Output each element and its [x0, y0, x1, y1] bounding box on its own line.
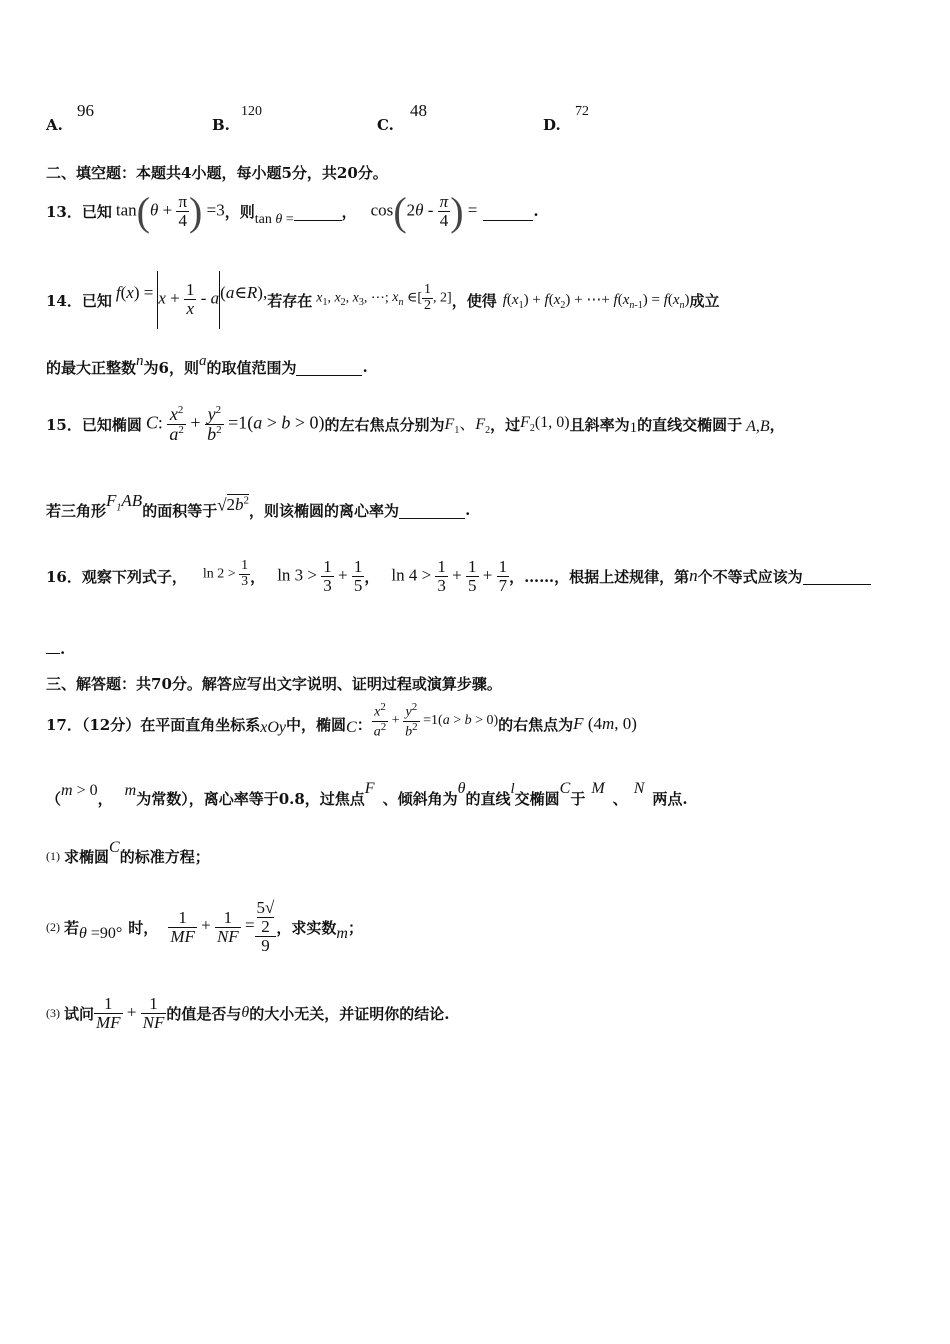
question-17	[46, 696, 637, 752]
q14-end: .	[362, 358, 368, 376]
part-3-text-2: 的值是否与	[166, 1004, 242, 1023]
q17-and: 、	[612, 789, 628, 808]
q13-cos-expr: cos(2θ - $\frac{\pi}{4}$ ) =	[370, 188, 478, 234]
q13-blank-2	[483, 219, 533, 221]
q14-n-variable: n	[136, 352, 144, 369]
q15-ecc-text: ，则该椭圆的离心率为	[249, 501, 400, 520]
q17-m-positive: m > 0	[61, 782, 98, 799]
q17-ellipse-text: 中，椭圆	[286, 715, 347, 734]
part-2-text-3: ，求实数	[276, 918, 337, 937]
q14-is-six: 为6，则	[143, 358, 199, 377]
q17-point-n: N	[633, 780, 645, 797]
part-2-theta-value: θ =90°	[79, 925, 123, 942]
part-2-number: (2)	[46, 919, 60, 934]
q17-colon: ：	[356, 715, 372, 734]
q14-holds: 成立	[689, 291, 720, 310]
section-3-heading: 三、解答题：共70分。解答应写出文字说明、证明过程或演算步骤。	[46, 675, 502, 693]
question-17-line-2	[46, 778, 688, 818]
q17-l-variable: l	[510, 780, 515, 797]
q16-sep-2: ，	[364, 567, 380, 586]
q16-blank-1	[803, 583, 871, 585]
q15-area-value: $√2b^2$	[217, 494, 250, 515]
section-2-heading: 二、填空题：本题共4小题，每小题5分，共20分。	[46, 164, 388, 182]
q13-tan-expr: tan(θ + $\frac{\pi}{4}$ ) =3	[115, 188, 225, 234]
q17-theta: θ	[457, 780, 466, 797]
q17-focus-point: F (4m, 0)	[573, 714, 637, 733]
q15-foci-text: 的左右焦点分别为	[324, 415, 445, 434]
part-2-text-2: 时，	[128, 918, 159, 937]
q16-sep-1: ，	[250, 567, 266, 586]
q14-a-variable: a	[198, 352, 207, 369]
q14-sum-equation: $f(x_1) + f(x_2)$ + ⋯+ $f(x_{n-1}) = f(x_n)$	[502, 291, 690, 311]
part-1	[46, 838, 210, 874]
part-1-c-variable: C	[109, 839, 120, 856]
q15-area-text: 的面积等于	[142, 501, 218, 520]
q16-end: .	[60, 640, 66, 658]
part-2-end: ；	[347, 918, 363, 937]
part-3-expression: $\frac{1}{MF}$ + $\frac{1}{NF}$	[96, 993, 165, 1032]
part-1-text-2: 的标准方程；	[119, 847, 210, 866]
q13-tan-theta: tan θ =	[254, 212, 294, 227]
part-2	[46, 898, 363, 956]
q13-end: .	[533, 202, 539, 220]
q15-triangle-text: 若三角形	[46, 501, 107, 520]
q14-max-integer: 的最大正整数	[46, 358, 137, 377]
option-d-label: D.	[543, 116, 561, 134]
q13-number: 13．已知	[46, 202, 112, 221]
q15-number: 15．已知椭圆	[46, 415, 142, 434]
question-14-line-2	[46, 352, 368, 382]
part-3-theta: θ	[241, 1004, 250, 1021]
question-15	[46, 394, 785, 454]
q16-ineq-2: ln 3 > $\frac{1}{3}$ + $\frac{1}{5}$	[277, 556, 363, 595]
q16-ineq-text: 个不等式应该为	[697, 567, 803, 586]
q15-f2-point: $F_2(1$, 0)	[520, 413, 570, 435]
q17-constant-text: 为常数），离心率等于0.8，过焦点	[136, 789, 365, 808]
option-b-value: 120	[241, 104, 262, 119]
q15-through: ，过	[490, 415, 521, 434]
q15-slope-value: 1	[629, 419, 638, 436]
q17-ellipse-eq: $\frac{x^2}{a^2}$ + $\frac{y^2}{b^2}$ =1(a > b > 0)	[373, 701, 499, 740]
q15-comma: ，	[769, 415, 785, 434]
q15-triangle: $F_1AB$	[106, 490, 143, 514]
option-a-value: 96	[77, 101, 94, 120]
q17-c-variable: C	[346, 719, 357, 736]
option-d-value: 72	[575, 104, 589, 119]
question-16	[46, 548, 871, 604]
part-3-text-1: 试问	[64, 1004, 95, 1023]
q17-xoy: xOy	[260, 719, 287, 736]
q16-n-variable: n	[689, 566, 698, 585]
option-a-label: A.	[46, 116, 63, 134]
q14-range-text: 的取值范围为	[206, 358, 297, 377]
q15-blank	[399, 517, 465, 519]
part-3-text-3: 的大小无关，并证明你的结论.	[249, 1004, 450, 1023]
part-1-number: (1)	[46, 848, 60, 863]
q14-abs-body: x + $\frac{1}{x}$ - a	[158, 279, 220, 318]
q13-blank-1	[294, 219, 342, 221]
q13-sep: ，	[341, 202, 357, 221]
q16-ineq-1: ln 2 > $\frac{1}{3}$	[202, 557, 249, 589]
q17-line-text: 的直线	[465, 789, 511, 808]
part-1-text-1: 求椭圆	[64, 847, 110, 866]
q15-points-ab: A,B	[746, 418, 770, 435]
q14-function-eq: (x) =	[120, 283, 154, 302]
option-b-label: B.	[212, 116, 230, 134]
q15-foci: $F_1$、$F_2$	[444, 416, 491, 437]
q17-c-variable-2: C	[559, 780, 571, 797]
q16-ineq-3: ln 4 > $\frac{1}{3}$ + $\frac{1}{5}$ + $\frac{1}{7}$	[391, 556, 508, 595]
q14-function: f	[115, 283, 121, 302]
question-14	[46, 268, 720, 332]
question-16-line-2	[46, 640, 65, 658]
q13-then: ，则	[224, 202, 255, 221]
q15-ellipse-eq: C: $\frac{x^2}{a^2}$ + $\frac{y^2}{b^2}$ =1(a > b > 0)	[145, 403, 325, 444]
q17-point-m: M	[591, 780, 605, 797]
q14-such-that: ，使得	[451, 291, 497, 310]
q17-number: 17．（12分）在平面直角坐标系	[46, 715, 261, 734]
part-2-text-1: 若	[64, 918, 80, 937]
q14-sequence: $x_1$, $x_2$, $x_3$, ⋯; $x_n$ ∈[ $\frac{1}{2}$ , 2]	[316, 281, 452, 313]
q17-f-variable: F	[364, 780, 375, 797]
q17-open-paren: （	[46, 789, 62, 808]
q16-blank-2	[46, 652, 60, 654]
option-c-value: 48	[410, 101, 427, 120]
q17-comma: ，	[97, 789, 113, 808]
q15-slope-text: 且斜率为	[569, 415, 630, 434]
q16-rule-text: ，……，根据上述规律，第	[509, 567, 690, 586]
q17-angle-text: 、倾斜角为	[382, 789, 458, 808]
q14-exists: 若存在	[267, 291, 313, 310]
q17-focus-text: 的右焦点为	[498, 715, 574, 734]
part-3-number: (3)	[46, 1005, 60, 1020]
part-2-equation: $\frac{1}{MF}$ + $\frac{1}{NF}$ = 5√ 2 9	[170, 898, 275, 955]
q15-end: .	[465, 501, 471, 519]
q14-number: 14．已知	[46, 291, 112, 310]
q16-number: 16．观察下列式子，	[46, 567, 187, 586]
q14-blank	[296, 374, 362, 376]
q17-two-points: 两点.	[652, 789, 688, 808]
q14-domain: (a∈R),	[220, 283, 268, 302]
q17-at-text: 于	[570, 789, 586, 808]
q17-m-variable: m	[124, 782, 137, 799]
q15-intersect-text: 的直线交椭圆于	[637, 415, 743, 434]
part-2-m-variable: m	[336, 925, 348, 942]
question-15-line-2	[46, 490, 470, 530]
q17-intersect-text: 交椭圆	[514, 789, 560, 808]
question-13	[46, 186, 539, 236]
part-3	[46, 984, 450, 1042]
option-c-label: C.	[377, 116, 394, 134]
